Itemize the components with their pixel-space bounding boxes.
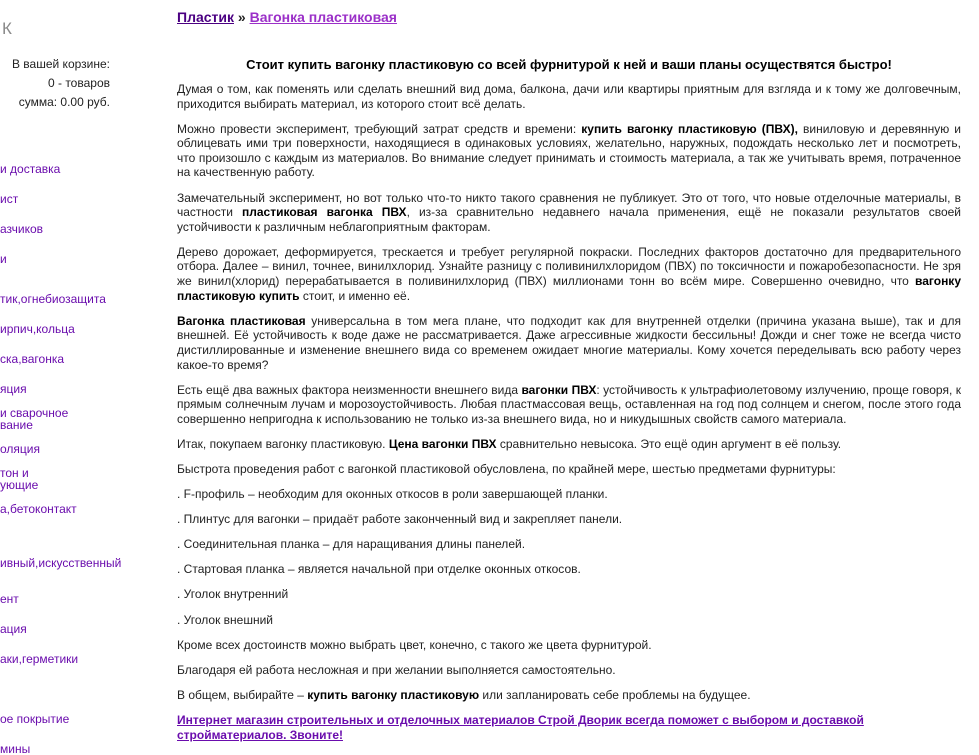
sidebar-link[interactable]: ивный,искусственный (0, 556, 122, 570)
bold-text: купить вагонку пластиковую (ПВХ), (581, 121, 798, 136)
sidebar-link[interactable]: оляция (0, 442, 40, 456)
sidebar-link[interactable]: азчиков (0, 222, 44, 236)
paragraph (177, 245, 961, 303)
paragraph (177, 122, 961, 180)
sidebar-link[interactable]: яция (0, 382, 27, 396)
left-sidebar (0, 0, 150, 755)
paragraph: Думая о том, как поменять или сделать внешний вид дома, балкона, дачи или квартиры приятным для взгляда и к тому же долговечным, приходится выбирать материал, из которого стоит всё делать. (177, 82, 961, 111)
text-span: универсальна в том мега плане, что подходит как для внутренней отделки (причина указана выше), так и для внешней. Её устойчивость к воде даже не рассматривается. Даже агрессивные жидкости бессильны! Дожди и снег тоже не всегда чисто дистиллированные и изменение внешнего вида со временем ожидает многие материалы. Кому хочется переделывать всю работу через какое-то время? (177, 313, 961, 372)
sidebar-link[interactable]: тон и (0, 466, 29, 480)
bold-text: Вагонка пластиковая (177, 313, 306, 328)
sidebar-link[interactable]: ация (0, 622, 27, 636)
cart-summary (12, 55, 110, 112)
text-span: Можно провести эксперимент, требующий затрат средств и времени: (177, 121, 582, 136)
page-headline: Стоит купить вагонку пластиковую со всей фурнитурой к ней и ваши планы осуществятся быстро! (246, 57, 892, 72)
list-item: . Уголок внутренний (177, 587, 289, 602)
text-span: : устойчивость к ультрафиолетовому излучению, проще говоря, к прямым солнечным лучам и морозоустойчивость. Любая пластмассовая вещь, оставленная на год под солнцем и снегом, после этого года совершенно непригодна к использованию не только из-за внешнего вида, но и никудышных свойств самого материала. (177, 382, 961, 426)
bold-text: Цена вагонки ПВХ (388, 436, 497, 451)
list-item: . Соединительная планка – для наращивания длины панелей. (177, 537, 526, 552)
text-span: или запланировать себе проблемы на будущее. (479, 687, 751, 702)
article-body (177, 82, 961, 742)
paragraph: Быстрота проведения работ с вагонкой пластиковой обусловлена, по крайней мере, шестью предметами фурнитуры: (177, 461, 836, 476)
text-span: Есть ещё два важных фактора неизменности внешнего вида (177, 382, 522, 397)
breadcrumb-current-link[interactable]: Вагонка пластиковая (249, 9, 397, 25)
sidebar-link[interactable]: ующие (0, 478, 39, 492)
text-span: , из-за сравнительно недавнего начала применения, ещё не показали результатов своей устойчивости к различным неблагоприятным факторам. (177, 205, 962, 234)
paragraph (177, 191, 961, 235)
text-span: виниловую и деревянную и облицевать ими три поверхности, находящиеся в одинаковых условиях, желательно, наружных, подождать несколько лет и посмотреть, что произошло с каждым из материалов. Во внимание следует принимать и стоимость материала, а так же учитывать время, потраченное на качественную работу. (177, 121, 962, 180)
paragraph: Кроме всех достоинств можно выбрать цвет, конечно, с такого же цвета фурнитурой. (177, 637, 652, 652)
sidebar-link[interactable]: ска,вагонка (0, 352, 65, 366)
text-span: стоит, и именно её. (299, 288, 411, 303)
sidebar-link[interactable]: ирпич,кольца (0, 322, 75, 336)
bold-text: пластиковая вагонка ПВХ (242, 205, 407, 220)
sidebar-link[interactable]: и (0, 252, 7, 266)
sidebar-link[interactable]: ое покрытие (0, 712, 70, 726)
sidebar-link[interactable]: тик,огнебиозащита (0, 292, 106, 306)
store-contact-link[interactable]: Интернет магазин строительных и отделочных материалов Строй Дворик всегда поможет с выбором и доставкой стройматериалов. Звоните! (177, 712, 864, 742)
list-item: . F-профиль – необходим для оконных откосов в роли завершающей планки. (177, 487, 608, 502)
sidebar-link[interactable]: и доставка (0, 162, 61, 176)
cart-items-count: 0 - товаров (47, 76, 110, 90)
paragraph (177, 383, 961, 427)
list-item: . Плинтус для вагонки – придаёт работе законченный вид и закрепляет панели. (177, 512, 623, 527)
paragraph (177, 314, 961, 372)
text-span: В общем, выбирайте – (177, 687, 308, 702)
brand-fragment: К (2, 19, 12, 38)
text-span: Дерево дорожает, деформируется, трескается и требует регулярной покраски. Последних факторов достаточно для предварительного отбора. Далее – винил, точнее, винилхлорид. Узнайте разницу с поливинилхлоридом (ПВХ) по токсичности и пожаробезопасности. Не зря же винил(хлорид) перерабатывается в поливинилхлорид (ПВХ) миллионами тонн во всём мире. Совершенно очевидно, что (177, 244, 961, 289)
sidebar-link[interactable]: аки,герметики (0, 652, 79, 666)
breadcrumb-separator: » (237, 9, 246, 25)
text-span: сравнительно невысока. Это ещё один аргумент в её пользу. (496, 436, 842, 451)
list-item: . Уголок внешний (177, 612, 274, 627)
text-span: Итак, покупаем вагонку пластиковую. (177, 436, 389, 451)
bold-text: вагонки ПВХ (521, 382, 597, 397)
sidebar-link[interactable]: а,бетоконтакт (0, 502, 77, 516)
sidebar-link[interactable]: ист (0, 192, 19, 206)
list-item: . Стартовая планка – является начальной при отделке оконных откосов. (177, 562, 581, 577)
cart-sum: сумма: 0.00 руб. (18, 95, 110, 109)
sidebar-link[interactable]: и сварочное (0, 406, 69, 420)
breadcrumb-root-link[interactable]: Пластик (177, 9, 234, 25)
paragraph (177, 437, 961, 452)
bold-text: вагонку пластиковую купить (177, 274, 961, 303)
breadcrumb (177, 9, 397, 25)
cart-label: В вашей корзине: (11, 57, 110, 71)
paragraph (177, 688, 961, 703)
sidebar-link[interactable]: мины (0, 742, 31, 755)
bold-text: купить вагонку пластиковую (307, 687, 480, 702)
paragraph: Благодаря ей работа несложная и при желании выполняется самостоятельно. (177, 662, 616, 677)
text-span: Замечательный эксперимент, но вот только что-то никто такого сравнения не публикует. Это от того, что новые отделочные материалы, в частности (177, 190, 961, 220)
sidebar-link[interactable]: ент (0, 592, 19, 606)
sidebar-link[interactable]: вание (0, 418, 33, 432)
